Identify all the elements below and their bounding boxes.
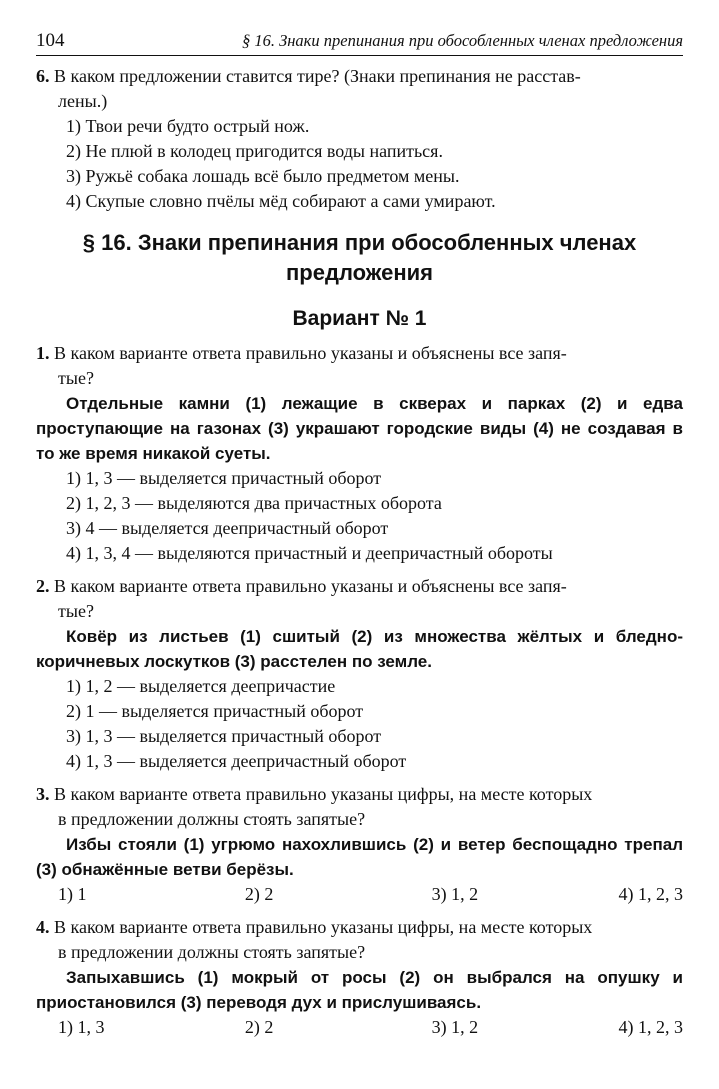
section-title-line: предложения: [286, 260, 433, 285]
question-statement: Запыхавшись (1) мокрый от росы (2) он выбрался на опушку и приостановился (3) переводя дух и прислушиваясь.: [36, 968, 683, 1012]
question-number: 1.: [36, 343, 50, 363]
section-title-line: § 16. Знаки препинания при обособленных членах: [82, 230, 637, 255]
answer-option: 1) 1: [58, 884, 87, 904]
question-6: [36, 64, 683, 214]
question-statement: Избы стояли (1) угрюмо нахохлившись (2) и ветер беспощадно трепал (3) обнажённые ветви берёзы.: [36, 835, 683, 879]
question-text: [36, 64, 683, 114]
answer-option: 2) 2: [244, 1017, 274, 1037]
answer-options: [36, 114, 683, 214]
question-number: 2.: [36, 576, 50, 596]
question-number: 3.: [36, 784, 50, 804]
question-text-line: в предложении должны стоять запятые?: [58, 942, 366, 962]
variant-title: Вариант № 1: [292, 307, 427, 330]
answer-option: 4) Скупые словно пчёлы мёд собирают а сами умирают.: [66, 191, 496, 211]
answer-options: [36, 1015, 683, 1040]
question-4: [36, 915, 683, 1040]
question-text: [36, 341, 683, 391]
answer-option: 4) 1, 3, 4 — выделяются причастный и деепричастный обороты: [66, 543, 553, 563]
question-text-line: В каком варианте ответа правильно указаны и объяснены все запя-: [54, 343, 567, 363]
answer-option: 2) 2: [244, 884, 274, 904]
answer-option: 1) 1, 3: [58, 1017, 105, 1037]
answer-options: [36, 466, 683, 566]
question-text-line: тые?: [58, 368, 94, 388]
question-1: [36, 341, 683, 566]
question-text-line: В каком варианте ответа правильно указаны и объяснены все запя-: [54, 576, 567, 596]
answer-options: [36, 674, 683, 774]
question-text-line: В каком предложении ставится тире? (Знаки препинания не расстав-: [54, 66, 581, 86]
answer-option: 3) 1, 2: [431, 1017, 479, 1037]
answer-option: 4) 1, 3 — выделяется деепричастный оборот: [66, 751, 407, 771]
question-number: 6.: [36, 66, 50, 86]
answer-option: 2) 1 — выделяется причастный оборот: [66, 701, 364, 721]
question-statement: Отдельные камни (1) лежащие в скверах и парках (2) и едва проступающие на газонах (3) украшают городские виды (4) не создавая в то же время никакой суеты.: [36, 394, 683, 463]
running-title: § 16. Знаки препинания при обособленных членах предложения: [241, 31, 683, 50]
question-text-line: В каком варианте ответа правильно указаны цифры, на месте которых: [54, 917, 593, 937]
question-text: [36, 915, 683, 965]
question-statement: Ковёр из листьев (1) сшитый (2) из множества жёлтых и бледно-коричневых лоскутков (3) расстелен по земле.: [36, 627, 683, 671]
question-text-line: лены.): [58, 91, 108, 111]
page-number: 104: [36, 30, 65, 51]
question-text: [36, 782, 683, 832]
question-text-line: В каком варианте ответа правильно указаны цифры, на месте которых: [54, 784, 593, 804]
answer-option: 3) Ружьё собака лошадь всё было предметом мены.: [66, 166, 460, 186]
answer-option: 4) 1, 2, 3: [618, 1017, 683, 1037]
answer-option: 2) Не плюй в колодец пригодится воды напиться.: [66, 141, 443, 161]
answer-option: 3) 1, 2: [431, 884, 479, 904]
answer-options: [36, 882, 683, 907]
answer-option: 2) 1, 2, 3 — выделяются два причастных оборота: [66, 493, 442, 513]
section-title: [66, 228, 653, 288]
question-2: [36, 574, 683, 774]
answer-option: 4) 1, 2, 3: [618, 884, 683, 904]
question-text: [36, 574, 683, 624]
answer-option: 1) Твои речи будто острый нож.: [66, 116, 310, 136]
question-text-line: в предложении должны стоять запятые?: [58, 809, 366, 829]
question-number: 4.: [36, 917, 50, 937]
question-3: [36, 782, 683, 907]
running-header: [36, 28, 683, 56]
answer-option: 1) 1, 2 — выделяется деепричастие: [66, 676, 336, 696]
question-text-line: тые?: [58, 601, 94, 621]
answer-option: 1) 1, 3 — выделяется причастный оборот: [66, 468, 382, 488]
answer-option: 3) 1, 3 — выделяется причастный оборот: [66, 726, 382, 746]
answer-option: 3) 4 — выделяется деепричастный оборот: [66, 518, 389, 538]
